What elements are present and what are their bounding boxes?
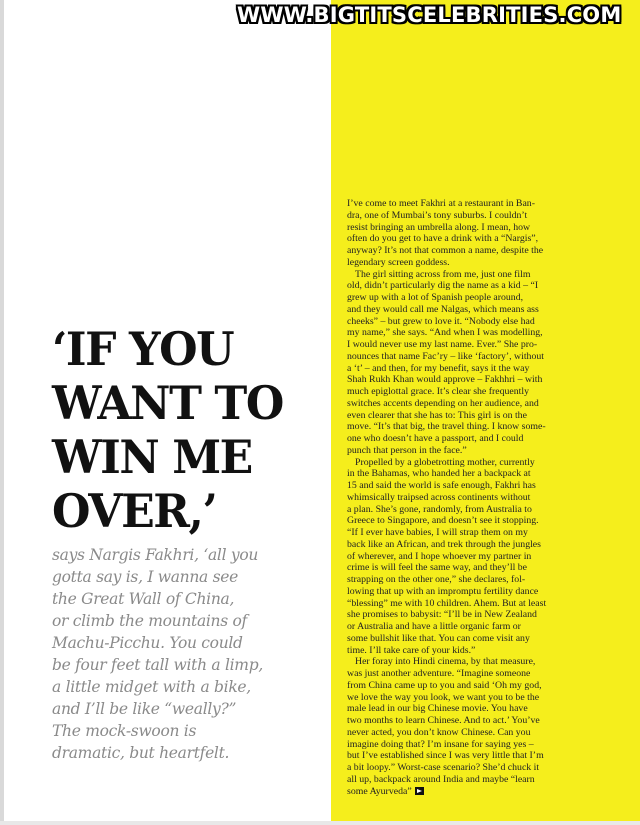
- body-line: crime is will feel the same way, and they’ll be: [347, 562, 527, 574]
- standfirst-line: The mock-swoon is: [52, 722, 197, 740]
- headline-line: WIN ME: [52, 430, 252, 484]
- body-line: she promises to babysit: “I’ll be in New Zealand: [347, 609, 537, 621]
- body-line: The girl sitting across from me, just one film: [355, 268, 531, 280]
- body-line: of wherever, and I hope whoever my partner in: [347, 550, 532, 562]
- body-line: one who doesn’t have a passport, and I could: [347, 433, 524, 444]
- body-line: legendary screen goddess.: [347, 256, 450, 268]
- body-line: Greece to Singapore, and doesn’t see it stopping.: [347, 515, 539, 527]
- body-line: two months to learn Chinese. And to act.’ You’ve: [347, 715, 540, 726]
- body-line: never acted, you don’t know Chinese. Can you: [347, 726, 531, 738]
- body-line: a plan. She’s gone, randomly, from Australia to: [347, 503, 532, 515]
- standfirst: [52, 544, 327, 764]
- body-last-line: [347, 786, 617, 798]
- body-line: strapping on the other one,” she declares, fol-: [347, 574, 526, 585]
- body-line: and they would call me Nalgas, which means ass: [347, 303, 539, 315]
- end-of-article-icon: [415, 787, 424, 795]
- body-line: we love the way you look, we want you to be the: [347, 691, 540, 703]
- body-line: a ‘t’ – and then, for my benefit, says it the way: [347, 362, 530, 374]
- headline: [52, 322, 316, 538]
- body-line: my name,” she says. “And when I was modelling,: [347, 327, 543, 339]
- body-line: I’ve come to meet Fakhri at a restaurant in Ban-: [347, 198, 535, 209]
- body-line: 15 and said the world is safe enough, Fakhri has: [347, 480, 536, 491]
- body-line: from China came up to you and said ‘Oh my god,: [347, 679, 542, 691]
- body-line: anyway? It’s not that common a name, despite the: [347, 245, 544, 256]
- body-line: even clearer that she has to: This girl is on the: [347, 409, 527, 421]
- standfirst-line: be four feet tall with a limp,: [52, 656, 263, 674]
- body-line: resist bringing an umbrella along. I mean, how: [347, 221, 531, 233]
- body-line: move. “It’s that big, the travel thing. I know some-: [347, 421, 546, 433]
- body-line: Her foray into Hindi cinema, by that measure,: [355, 656, 536, 668]
- body-line: male lead in our big Chinese movie. You have: [347, 703, 528, 715]
- headline-line: OVER,’: [52, 484, 217, 538]
- body-line: “blessing” me with 10 children. Ahem. But at least: [347, 597, 547, 609]
- body-line: old, didn’t particularly dig the name as a kid – “I: [347, 280, 539, 292]
- standfirst-line: and I’ll be like “weally?”: [52, 700, 237, 718]
- body-line: a bit loopy.” Worst-case scenario? She’d chuck it: [347, 762, 540, 773]
- body-line: Shah Rukh Khan would approve – Fakhhri – with: [347, 374, 543, 386]
- standfirst-line: Machu-Picchu. You could: [52, 634, 243, 652]
- body-line: much epiglottal grace. It’s clear she frequently: [347, 386, 529, 397]
- body-line: “If I ever have babies, I will strap them on my: [347, 527, 528, 538]
- standfirst-line: gotta say is, I wanna see: [52, 568, 239, 586]
- standfirst-line: a little midget with a bike,: [52, 678, 251, 696]
- page-bottom-edge: [0, 821, 640, 825]
- body-line: was just another adventure. “Imagine someone: [347, 668, 531, 679]
- headline-line: ‘IF YOU: [52, 322, 234, 376]
- body-line: back like an African, and trek through the jungles: [347, 538, 541, 550]
- body-line: punch that person in the face.”: [347, 444, 467, 456]
- body-line: switches accents depending on her audience, and: [347, 397, 539, 409]
- standfirst-line: dramatic, but heartfelt.: [52, 744, 230, 762]
- body-line: whimsically traipsed across continents without: [347, 491, 531, 503]
- body-line: I would never use my last name. Ever.” She pro-: [347, 339, 538, 350]
- body-line: nounces that name Fac’ry – like ‘factory’, without: [347, 350, 544, 362]
- body-line: time. I’ll take care of your kids.”: [347, 644, 476, 656]
- body-line: imagine doing that? I’m insane for saying yes –: [347, 738, 534, 750]
- headline-line: WANT TO: [52, 376, 283, 430]
- standfirst-line: says Nargis Fakhri, ‘all you: [52, 546, 259, 564]
- body-line: but I’ve established since I was very little that I’m: [347, 750, 544, 762]
- body-line: often do you get to have a drink with a “Nargis”,: [347, 233, 539, 245]
- body-line: lowing that up with an impromptu fertility dance: [347, 585, 539, 597]
- body-line: or Australia and have a little organic farm or: [347, 621, 521, 632]
- body-line: dra, one of Mumbai’s tony suburbs. I couldn’t: [347, 209, 528, 221]
- body-line: some bullshit like that. You can come visit any: [347, 632, 530, 644]
- standfirst-line: the Great Wall of China,: [52, 590, 235, 608]
- body-line-text: some Ayurveda”: [347, 785, 412, 797]
- article-body: [347, 198, 617, 797]
- body-line: in the Bahamas, who handed her a backpack at: [347, 468, 531, 480]
- body-line: Propelled by a globetrotting mother, currently: [355, 456, 535, 468]
- body-line: grew up with a lot of Spanish people around,: [347, 292, 524, 303]
- watermark-text: WWW.BIGTITSCELEBRITIES.COM: [237, 3, 622, 27]
- body-line: all up, backpack around India and maybe “learn: [347, 773, 535, 785]
- page-left-edge: [0, 0, 4, 825]
- body-line: cheeks” – but grew to love it. “Nobody else had: [347, 315, 535, 327]
- standfirst-line: or climb the mountains of: [52, 612, 247, 630]
